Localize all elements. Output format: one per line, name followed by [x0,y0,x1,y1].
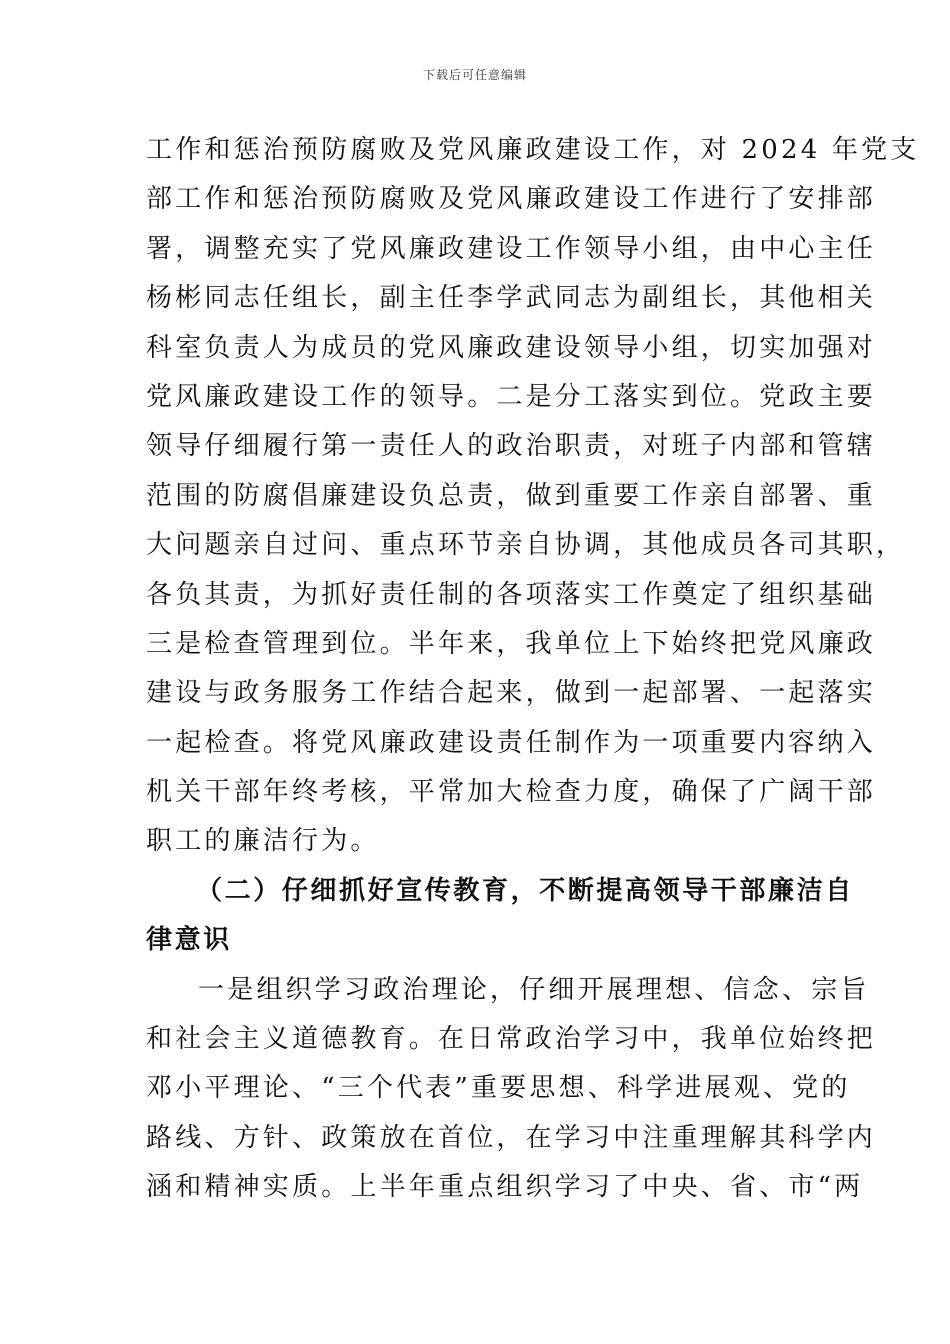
text-line: 职工的廉洁行为。 [146,826,380,857]
text-line: 建设与政务服务工作结合起来，做到一起部署、一起落实 [146,678,877,709]
document-body [146,126,920,1213]
text-line: 一起检查。将党风廉政建设责任制作为一项重要内容纳入 [146,727,877,758]
text-line: 署，调整充实了党风廉政建设工作领导小组，由中心主任 [146,233,877,264]
text-line: 党风廉政建设工作的领导。二是分工落实到位。党政主要 [146,381,877,412]
text-line: 各负其责，为抓好责任制的各项落实工作奠定了组织基础 [146,579,877,610]
text-line: 机关干部年终考核，平常加大检查力度，确保了广阔干部 [146,777,877,808]
text-line: 邓小平理论、“三个代表”重要思想、科学进展观、党的 [146,1073,851,1104]
text-line: 大问题亲自过问、重点环节亲自协调，其他成员各司其职， [146,530,906,561]
text-line: 部工作和惩治预防腐败及党风廉政建设工作进行了安排部 [146,184,877,215]
text-line: 工作和惩治预防腐败及党风廉政建设工作，对 2024 年党支 [146,135,920,165]
text-line: 涵和精神实质。上半年重点组织学习了中央、省、市“两 [146,1172,864,1203]
section-heading-continuation: 律意识 [146,925,232,956]
page-header: 下载后可任意编辑 [422,68,527,82]
text-line: 和社会主义道德教育。在日常政治学习中，我单位始终把 [146,1024,877,1055]
text-line: 杨彬同志任组长，副主任李学武同志为副组长，其他相关 [146,283,877,314]
text-line: 范围的防腐倡廉建设负总责，做到重要工作亲自部署、重 [146,480,877,511]
text-line: 领导仔细履行第一责任人的政治职责，对班子内部和管辖 [146,431,877,462]
text-line: 一是组织学习政治理论，仔细开展理想、信念、宗旨 [198,974,870,1005]
text-line: 科室负责人为成员的党风廉政建设领导小组，切实加强对 [146,332,877,363]
text-line: 路线、方针、政策放在首位，在学习中注重理解其科学内 [146,1122,877,1153]
section-heading: （二）仔细抓好宣传教育，不断提高领导干部廉洁自 [196,875,854,906]
text-line: 三是检查管理到位。半年来，我单位上下始终把党风廉政 [146,628,877,659]
